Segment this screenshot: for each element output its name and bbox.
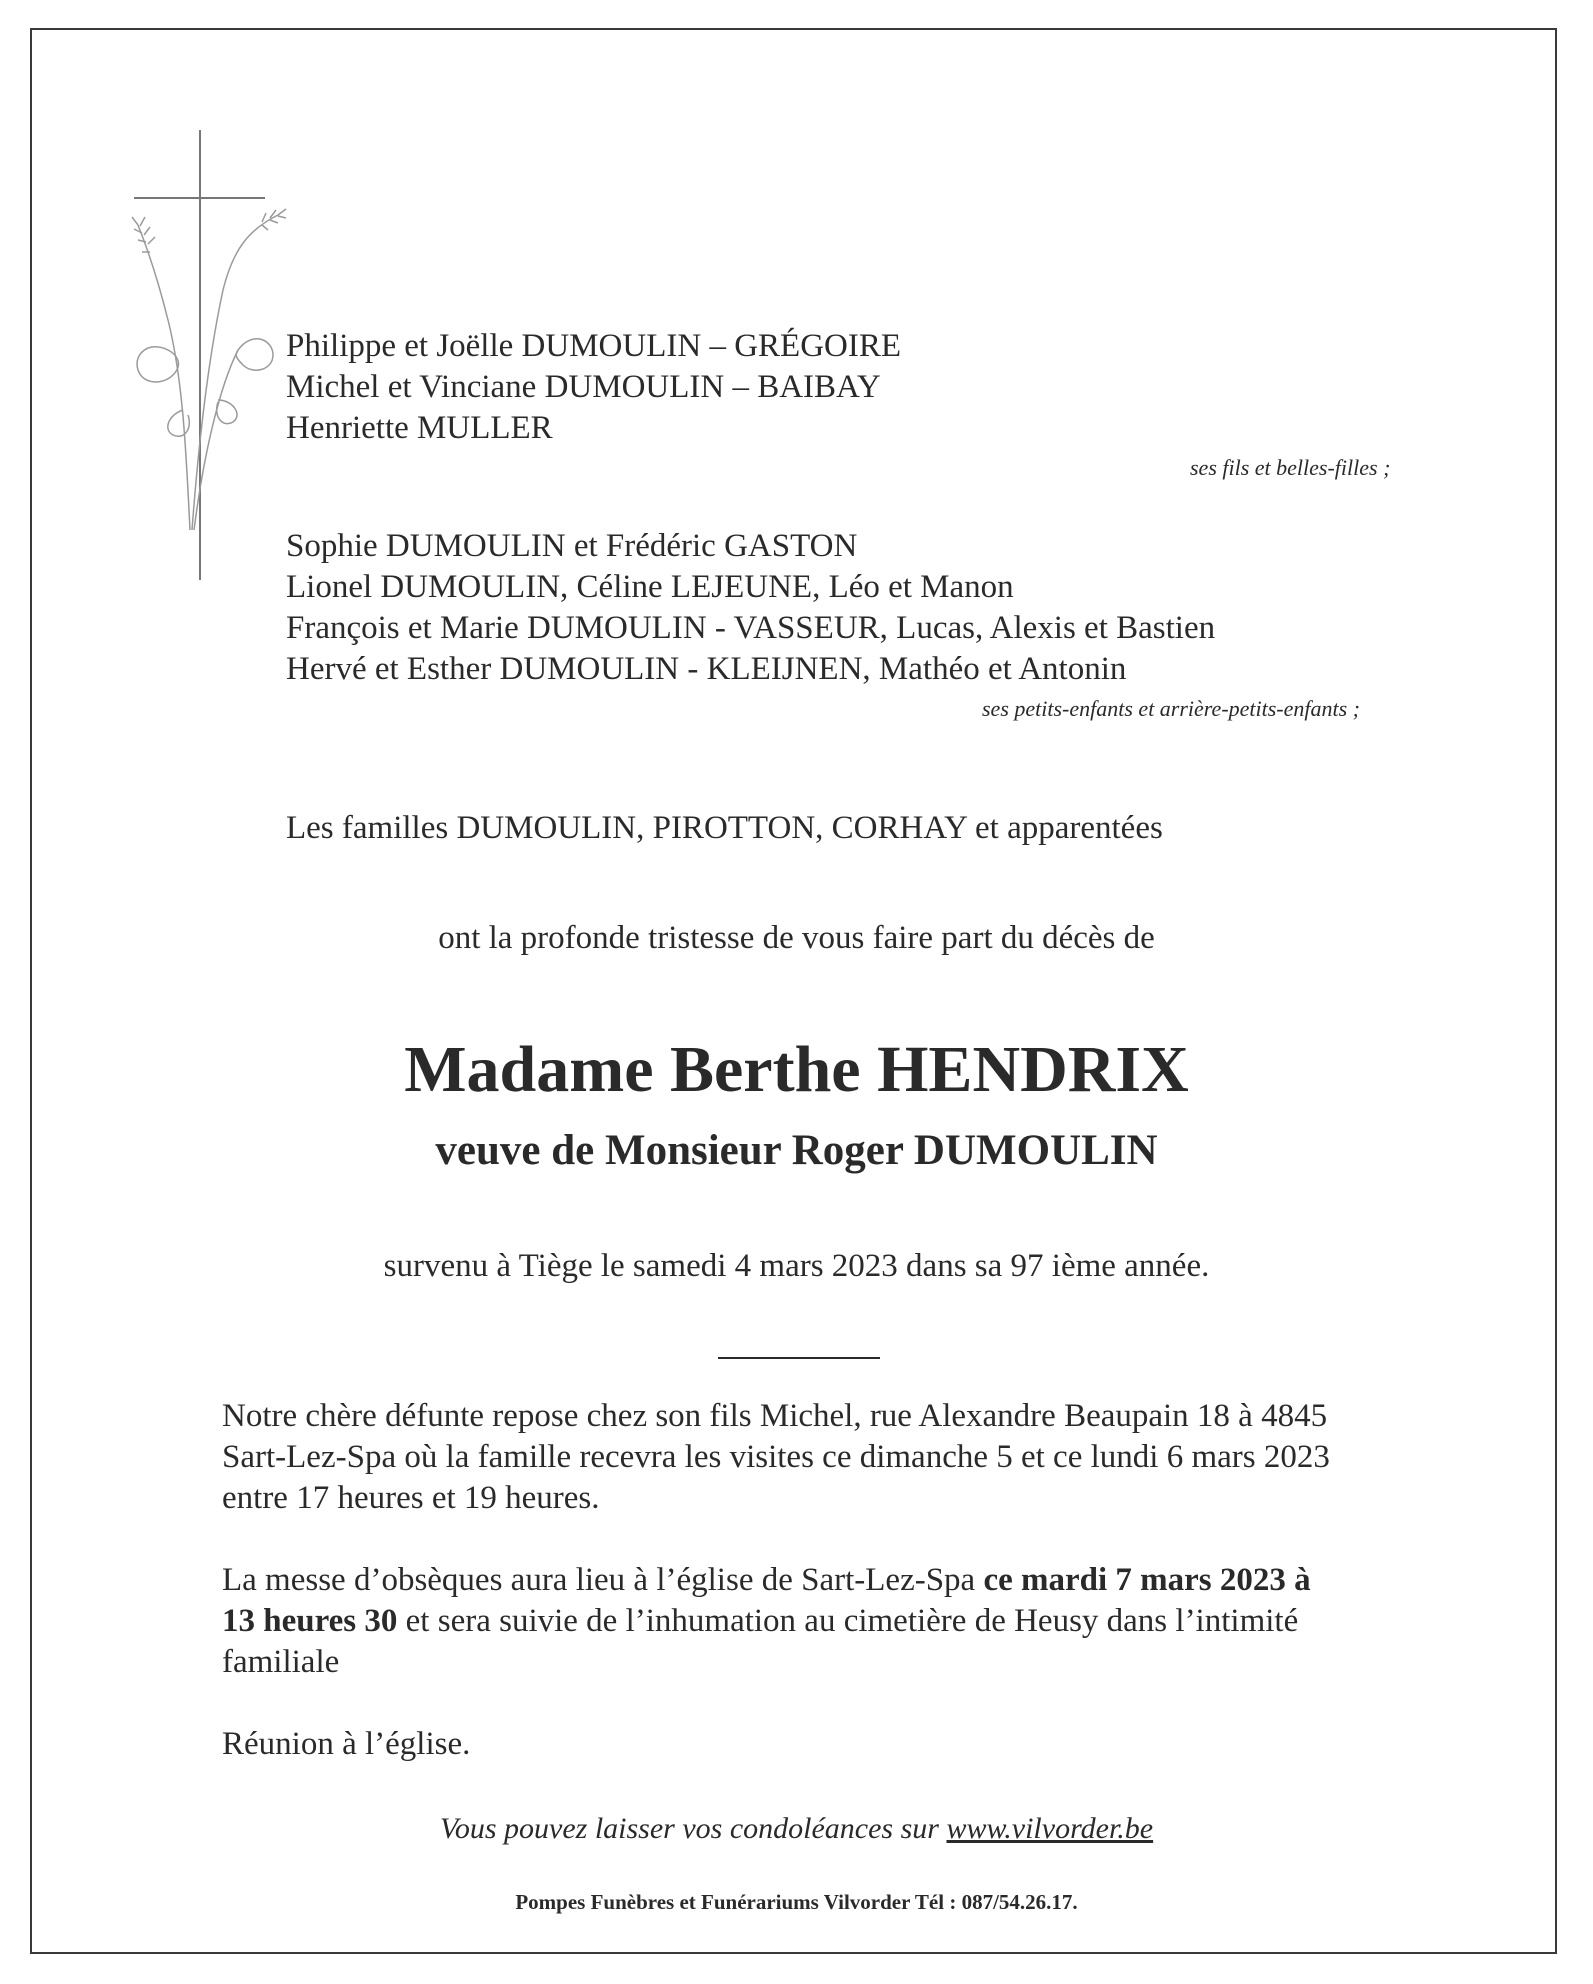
mass-line: familiale	[222, 1644, 340, 1680]
condolences-line	[0, 1812, 1593, 1846]
deceased-name: Madame Berthe HENDRIX	[404, 1033, 1189, 1106]
condolences-text: Vous pouvez laisser vos condoléances sur	[439, 1812, 947, 1845]
repose-line: entre 17 heures et 19 heures.	[222, 1480, 600, 1516]
mass-line	[222, 1603, 1298, 1640]
divider	[718, 1357, 880, 1359]
family-line: Sophie DUMOULIN et Frédéric GASTON	[286, 528, 858, 564]
family-line: Hervé et Esther DUMOULIN - KLEIJNEN, Mathéo et Antonin	[286, 651, 1127, 687]
widow-line: veuve de Monsieur Roger DUMOULIN	[435, 1127, 1158, 1174]
mass-date: ce mardi 7 mars 2023 à	[983, 1562, 1311, 1598]
repose-line: Sart-Lez-Spa où la famille recevra les visites ce dimanche 5 et ce lundi 6 mars 2023	[222, 1439, 1330, 1475]
family-line: Philippe et Joëlle DUMOULIN – GRÉGOIRE	[286, 328, 902, 364]
footer: Pompes Funèbres et Funérariums Vilvorder Tél : 087/54.26.17.	[515, 1890, 1078, 1914]
family-line: Michel et Vinciane DUMOULIN – BAIBAY	[286, 369, 881, 405]
mass-line	[222, 1562, 1311, 1599]
family-line: François et Marie DUMOULIN - VASSEUR, Lucas, Alexis et Bastien	[286, 610, 1216, 646]
relation-label: ses petits-enfants et arrière-petits-enfants ;	[982, 696, 1361, 721]
website-link[interactable]: www.vilvorder.be	[946, 1812, 1154, 1845]
mass-text: et sera suivie de l’inhumation au cimetière de Heusy dans l’intimité	[397, 1603, 1299, 1639]
death-line: survenu à Tiège le samedi 4 mars 2023 dans sa 97 ième année.	[383, 1248, 1210, 1284]
intro-line: ont la profonde tristesse de vous faire part du décès de	[438, 920, 1155, 956]
family-line: Henriette MULLER	[286, 410, 553, 446]
reunion-line: Réunion à l’église.	[222, 1726, 471, 1762]
relatives-line: Les familles DUMOULIN, PIROTTON, CORHAY et apparentées	[286, 810, 1163, 846]
mass-time: 13 heures 30	[222, 1603, 398, 1639]
mass-text: La messe d’obsèques aura lieu à l’église de Sart-Lez-Spa	[222, 1562, 984, 1598]
repose-line: Notre chère défunte repose chez son fils Michel, rue Alexandre Beaupain 18 à 4845	[222, 1398, 1328, 1434]
relation-label: ses fils et belles-filles ;	[1190, 455, 1391, 480]
cross-with-wheat-icon	[128, 130, 308, 585]
family-line: Lionel DUMOULIN, Céline LEJEUNE, Léo et Manon	[286, 569, 1014, 605]
